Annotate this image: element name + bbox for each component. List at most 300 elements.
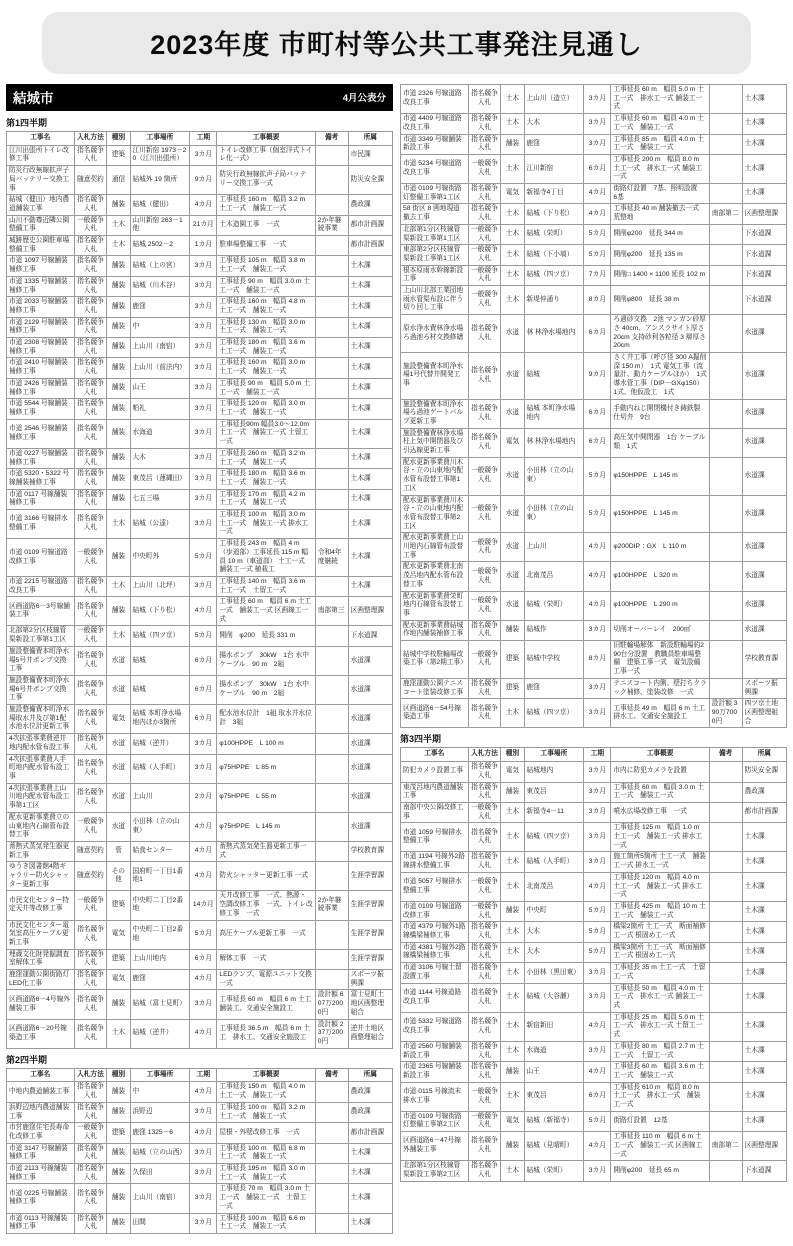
section-label-q3: 第3四半期 bbox=[400, 734, 442, 745]
cell-dept: 水道課 bbox=[348, 705, 392, 734]
cell-bid: 一般競争入札 bbox=[468, 533, 501, 562]
cell-summary: 工事延長 140 m 幅員 3.6 m 土工一式 土留工一式 bbox=[217, 576, 315, 596]
publish-month-label: 4月公表分 bbox=[342, 93, 386, 104]
table-row bbox=[7, 841, 393, 861]
cell-place: 田間 bbox=[130, 1213, 190, 1233]
cell-dept: 土木課 bbox=[348, 1164, 392, 1184]
cell-bid: 指名競争入札 bbox=[74, 970, 107, 990]
cell-bid: 指名競争入札 bbox=[74, 419, 107, 448]
col-header-dept: 所属 bbox=[742, 748, 786, 762]
table-row bbox=[401, 922, 787, 942]
cell-type: 舗装 bbox=[501, 1132, 524, 1161]
cell-note bbox=[709, 922, 742, 942]
cell-period: 6カ月 bbox=[584, 154, 611, 183]
cell-name: 市道 2426 号線舗装補修工事 bbox=[7, 378, 75, 398]
cell-name: 配水更新事業費結城作地内舗装補修工事 bbox=[401, 620, 469, 640]
table-row bbox=[7, 448, 393, 468]
table-row bbox=[7, 675, 393, 704]
cell-summary: 揚水ポンプ 30kW 1台 水中ケーブル 90 m 2組 bbox=[217, 646, 315, 675]
table-row bbox=[7, 626, 393, 646]
table-row bbox=[401, 562, 787, 591]
cell-note bbox=[709, 315, 742, 353]
cell-period: 3カ月 bbox=[584, 620, 611, 640]
table-row bbox=[7, 297, 393, 317]
table-row bbox=[401, 1161, 787, 1181]
cell-place: 結城（四ツ京） bbox=[130, 626, 190, 646]
col-header-period: 工期 bbox=[190, 132, 217, 146]
table-row bbox=[401, 224, 787, 244]
cell-summary: 蓄熱式蒸気発生器更新工事一式 bbox=[217, 841, 315, 861]
table-row bbox=[7, 646, 393, 675]
cell-name: 市道 5057 号線排水整備工事 bbox=[401, 872, 469, 901]
cell-summary: LEDランプ、電源ユニット交換 一式 bbox=[217, 970, 315, 990]
cell-note bbox=[709, 963, 742, 983]
cell-type: 舗装 bbox=[501, 134, 524, 154]
table-row bbox=[401, 678, 787, 698]
cell-type: 土木 bbox=[501, 85, 524, 114]
cell-bid: 指名競争入札 bbox=[468, 1062, 501, 1082]
cell-note bbox=[709, 1062, 742, 1082]
cell-note bbox=[315, 949, 348, 969]
cell-note bbox=[709, 154, 742, 183]
cell-type: 電気 bbox=[501, 184, 524, 204]
cell-type: 水道 bbox=[107, 675, 130, 704]
cell-type: 舗装 bbox=[107, 1102, 130, 1122]
cell-bid: 指名競争入札 bbox=[468, 352, 501, 399]
col-header-name: 工事名 bbox=[7, 1068, 75, 1082]
cell-bid: 指名競争入札 bbox=[74, 754, 107, 783]
cell-dept: 生涯学習課 bbox=[348, 949, 392, 969]
cell-name: 配水更新事業費川木谷・立の山東地内配水管布設替工事第2工区 bbox=[401, 495, 469, 533]
cell-period: 3カ月 bbox=[190, 419, 217, 448]
table-row bbox=[7, 705, 393, 734]
cell-place: 結城 本町浄水場地内ほか3箇所 bbox=[130, 705, 190, 734]
cell-type: 舗装 bbox=[107, 1082, 130, 1102]
cell-period: 4カ月 bbox=[584, 872, 611, 901]
cell-summary: 工事延長 100 m 幅員 3.2 m 土工一式 舗装工一式 bbox=[217, 1102, 315, 1122]
cell-period: 3カ月 bbox=[190, 358, 217, 378]
cell-place: 結城（上の宮） bbox=[130, 256, 190, 276]
cell-bid: 一般競争入札 bbox=[468, 872, 501, 901]
cell-place: 北南茂呂 bbox=[524, 562, 584, 591]
cell-type: 水道 bbox=[107, 734, 130, 754]
cell-place: 鹿窪 bbox=[130, 297, 190, 317]
cell-summary: φ100HPPE L 320 m bbox=[611, 562, 709, 591]
cell-period: 4カ月 bbox=[584, 1062, 611, 1082]
cell-name: 市道 0115 号線流末排水工事 bbox=[401, 1082, 469, 1111]
table-row bbox=[7, 145, 393, 165]
cell-place: 結城外 19 箇所 bbox=[130, 166, 190, 195]
table-row bbox=[7, 256, 393, 276]
table-row bbox=[7, 276, 393, 296]
cell-dept: 生涯学習課 bbox=[348, 891, 392, 920]
cell-bid: 一般競争入札 bbox=[468, 562, 501, 591]
cell-note bbox=[709, 901, 742, 921]
cell-name: 市道 2215 号線道路改良工事 bbox=[7, 576, 75, 596]
table-row bbox=[401, 983, 787, 1012]
cell-place: 新宿新田 bbox=[524, 1012, 584, 1041]
cell-note bbox=[315, 970, 348, 990]
cell-type: 水道 bbox=[501, 352, 524, 399]
cell-dept: 区画整理課 bbox=[348, 597, 392, 626]
q3-table-container bbox=[400, 747, 787, 1181]
cell-name: 市道 2033 号線舗装補修工事 bbox=[7, 297, 75, 317]
cell-dept: 逆井土地区画整理組合 bbox=[348, 1019, 392, 1048]
cell-name: 市道 1194 号線外2路線排水整備工事 bbox=[401, 852, 469, 872]
cell-period: 3カ月 bbox=[190, 276, 217, 296]
cell-note bbox=[709, 224, 742, 244]
cell-name: 市道 0109 号線街路灯整備工事第1工区 bbox=[401, 184, 469, 204]
cell-type: 土木 bbox=[501, 1041, 524, 1061]
cell-type: 土木 bbox=[501, 114, 524, 134]
cell-summary: 屋根・外壁改修工事 一式 bbox=[217, 1123, 315, 1143]
cell-type: 電気 bbox=[501, 428, 524, 457]
cell-period: 6カ月 bbox=[584, 1082, 611, 1111]
cell-summary: φ200DIP：GX L 110 m bbox=[611, 533, 709, 562]
cell-note bbox=[709, 762, 742, 782]
cell-period: 6カ月 bbox=[584, 399, 611, 428]
cell-summary: 開削φ200 延長 135 m bbox=[611, 245, 709, 265]
table-row bbox=[7, 1164, 393, 1184]
cell-note bbox=[315, 1143, 348, 1163]
cell-name: 区画道路6－4号線外舗装工事 bbox=[7, 990, 75, 1019]
cell-place: 小田林（立の山東） bbox=[524, 495, 584, 533]
cell-name: 浜野辺地内農道舗装工事 bbox=[7, 1102, 75, 1122]
table-row bbox=[7, 510, 393, 539]
cell-place: 大木 bbox=[130, 448, 190, 468]
cell-type: 舗装 bbox=[107, 539, 130, 577]
cell-period: 3カ月 bbox=[584, 852, 611, 872]
cell-dept: 土木課 bbox=[348, 539, 392, 577]
cell-type: 舗装 bbox=[107, 256, 130, 276]
cell-dept: 水道課 bbox=[742, 352, 786, 399]
cell-name: 市道 1097 号線舗装補修工事 bbox=[7, 256, 75, 276]
cell-dept: 土木課 bbox=[742, 154, 786, 183]
col-header-dept: 所属 bbox=[348, 132, 392, 146]
cell-period: 5カ月 bbox=[584, 922, 611, 942]
cell-name: 市道 2546 号線舗装補修工事 bbox=[7, 419, 75, 448]
cell-dept: 土木課 bbox=[742, 114, 786, 134]
cell-period: 8カ月 bbox=[584, 286, 611, 315]
cell-dept: 水道課 bbox=[742, 457, 786, 495]
cell-name: 施設整備費本町浄水場6号井ポンプ交換工事 bbox=[7, 675, 75, 704]
cell-name: 市道 2113 号線舗装補修工事 bbox=[7, 1164, 75, 1184]
cell-type: 水道 bbox=[107, 754, 130, 783]
q2-table-container bbox=[6, 1068, 393, 1234]
cell-type: 水道 bbox=[107, 646, 130, 675]
table-row bbox=[7, 891, 393, 920]
table-row bbox=[7, 970, 393, 990]
cell-bid: 指名競争入札 bbox=[74, 1184, 107, 1213]
cell-place: 結城（栄町） bbox=[524, 1161, 584, 1181]
cell-summary: 工事延長 100 m 幅員 6.8 m 土工一式 舗装工一式 bbox=[217, 1143, 315, 1163]
cell-place: 結城（四ツ京） bbox=[524, 823, 584, 852]
cell-type: 土木 bbox=[107, 626, 130, 646]
cell-period: 4カ月 bbox=[584, 1132, 611, 1161]
cell-summary: 工事延長 60 m 幅員 6 m 土工 舗装工、交通安全施設工 bbox=[217, 990, 315, 1019]
cell-place: 東茂呂 bbox=[524, 782, 584, 802]
works-table bbox=[6, 1068, 393, 1234]
cell-bid: 指名競争入札 bbox=[468, 922, 501, 942]
cell-period: 3カ月 bbox=[190, 990, 217, 1019]
cell-dept: 下水道課 bbox=[742, 1161, 786, 1181]
cell-dept: 農政課 bbox=[348, 1102, 392, 1122]
cell-dept: 土木課 bbox=[742, 1041, 786, 1061]
cell-period: 4カ月 bbox=[584, 533, 611, 562]
cell-name: 配水更新事業費栄町地内石綿管布設替工事 bbox=[401, 591, 469, 620]
cell-bid: 指名競争入札 bbox=[468, 399, 501, 428]
table-row bbox=[401, 204, 787, 224]
cell-summary: 揚水ポンプ 30kW 1台 水中ケーブル 90 m 2組 bbox=[217, 675, 315, 704]
table-row bbox=[7, 576, 393, 596]
cell-dept: 都市計画課 bbox=[348, 236, 392, 256]
cell-bid: 指名競争入札 bbox=[74, 990, 107, 1019]
cell-summary: 工事延長 60 m 幅員 3.6 m 土工一式 舗装工一式 bbox=[611, 1062, 709, 1082]
cell-dept: 土木課 bbox=[348, 297, 392, 317]
table-row bbox=[7, 1102, 393, 1122]
cell-period: 4カ月 bbox=[190, 1082, 217, 1102]
cell-dept: 下水道課 bbox=[742, 286, 786, 315]
cell-summary: 工事延長 25 m 幅員 5.0 m 土工一式 排水工一式 土留工一式 bbox=[611, 1012, 709, 1041]
cell-note bbox=[709, 1012, 742, 1041]
left-column bbox=[6, 84, 393, 1236]
cell-note bbox=[315, 705, 348, 734]
cell-name: 鹿窪運動公園テニスコート塗装改修工事 bbox=[401, 678, 469, 698]
cell-place: 林 林浄水場地内 bbox=[524, 428, 584, 457]
cell-bid: 一般競争入札 bbox=[468, 265, 501, 285]
section-label-q2: 第2四半期 bbox=[6, 1054, 48, 1065]
cell-place: 給食センター bbox=[130, 841, 190, 861]
table-row bbox=[7, 597, 393, 626]
cell-type: 舗装 bbox=[107, 399, 130, 419]
cell-bid: 一般競争入札 bbox=[468, 1082, 501, 1111]
cell-place: 結城中学校 bbox=[524, 641, 584, 679]
cell-summary: 工事延長 36.5 m 幅員 6 m 土工 排水工、交通安全施設工 bbox=[217, 1019, 315, 1048]
col-header-name: 工事名 bbox=[401, 748, 469, 762]
cell-bid: 指名競争入札 bbox=[74, 705, 107, 734]
cell-bid: 一般競争入札 bbox=[468, 154, 501, 183]
cell-bid: 指名競争入札 bbox=[468, 134, 501, 154]
cell-summary: 天井改修工事 一式、熱源・空調改修工事 一式、トイレ改修工事 一式 bbox=[217, 891, 315, 920]
cell-bid: 指名競争入札 bbox=[74, 399, 107, 419]
cell-summary: ろ過砂交換 2池 マンガン砂厚さ 40cm、アンスラサイト厚さ 20cm 支持砂利各粒径 3 層厚さ 20cm bbox=[611, 315, 709, 353]
col-header-bid: 入札方法 bbox=[74, 132, 107, 146]
cell-place: 粕礼 bbox=[130, 399, 190, 419]
cell-type: 舗装 bbox=[107, 358, 130, 378]
cell-place: 新堤仲通り bbox=[524, 286, 584, 315]
cell-bid: 指名競争入札 bbox=[74, 338, 107, 358]
cell-dept: 土木課 bbox=[348, 1184, 392, 1213]
cell-summary: 街路灯設置 7基、照明設置 6基 bbox=[611, 184, 709, 204]
cell-summary: 開削φ200 延長 65 m bbox=[611, 1161, 709, 1181]
cell-name: 市道 1335 号線舗装補修工事 bbox=[7, 276, 75, 296]
cell-place: 結城（逆井） bbox=[130, 1019, 190, 1048]
cell-name: 市道 0227 号線舗装補修工事 bbox=[7, 448, 75, 468]
table-row bbox=[7, 754, 393, 783]
cell-period: 5カ月 bbox=[584, 1111, 611, 1131]
cell-type: 建築 bbox=[107, 891, 130, 920]
cell-summary: 工事延長 125 m 幅員 1.0 m 土工一式 舗装工一式 排水工一式 bbox=[611, 823, 709, 852]
cell-name: 市道 2410 号線舗装補修工事 bbox=[7, 358, 75, 378]
table-row bbox=[7, 338, 393, 358]
cell-place: 久保田 bbox=[130, 1164, 190, 1184]
table-row bbox=[401, 428, 787, 457]
cell-place: 結城（下り松） bbox=[130, 597, 190, 626]
cell-note bbox=[709, 782, 742, 802]
cell-type: 舗装 bbox=[107, 276, 130, 296]
cell-note bbox=[315, 862, 348, 891]
table-row bbox=[401, 265, 787, 285]
cell-dept: 市民課 bbox=[348, 145, 392, 165]
cell-name: 上山川北部工業団地雨水管渠布設に伴う切り回し工事 bbox=[401, 286, 469, 315]
cell-period: 9カ月 bbox=[584, 352, 611, 399]
cell-summary: φ75HPPE L 145 m bbox=[217, 812, 315, 841]
cell-note bbox=[709, 641, 742, 679]
cell-summary: 工事延長 180 m 幅員 3.6 m 土工一式 舗装工一式 bbox=[217, 338, 315, 358]
cell-period: 5カ月 bbox=[584, 901, 611, 921]
col-header-period: 工期 bbox=[584, 748, 611, 762]
cell-dept: 水道課 bbox=[742, 399, 786, 428]
cell-bid: 指名競争入札 bbox=[468, 942, 501, 962]
table-row bbox=[7, 1213, 393, 1233]
cell-type: 土木 bbox=[501, 1082, 524, 1111]
cell-period: 3カ月 bbox=[584, 1041, 611, 1061]
cell-period: 5カ月 bbox=[584, 224, 611, 244]
cell-note: 南部第二 bbox=[709, 1132, 742, 1161]
cell-name: 市道 1144 号線道路改良工事 bbox=[401, 983, 469, 1012]
cell-bid: 指名競争入札 bbox=[74, 297, 107, 317]
cell-period: 3カ月 bbox=[190, 448, 217, 468]
col-header-note: 備考 bbox=[315, 132, 348, 146]
cell-period: 3カ月 bbox=[190, 754, 217, 783]
cell-place: 結城 bbox=[130, 646, 190, 675]
cell-bid: 指名競争入札 bbox=[468, 762, 501, 782]
cell-period: 21カ月 bbox=[190, 215, 217, 235]
cell-name: 4次拡張事業費人手町地内配水管布設工事 bbox=[7, 754, 75, 783]
cell-place: 結城（四ツ京） bbox=[524, 699, 584, 728]
cell-type: 水道 bbox=[501, 315, 524, 353]
city-header-bar bbox=[6, 84, 393, 111]
col-header-summary: 工事概要 bbox=[217, 132, 315, 146]
cell-dept: 水道課 bbox=[348, 812, 392, 841]
table-row bbox=[7, 1019, 393, 1048]
cell-name: 市道 5332 号線道路改良工事 bbox=[401, 1012, 469, 1041]
cell-name: 市民文化センター電気室高圧ケーブル更新工事 bbox=[7, 920, 75, 949]
cell-place: 結城（人手町） bbox=[130, 754, 190, 783]
cell-bid: 指名競争入札 bbox=[74, 1143, 107, 1163]
cell-name: 結城中学校駐輪場改築工事（第2期工事） bbox=[401, 641, 469, 679]
cell-note bbox=[709, 495, 742, 533]
cell-summary: 工事延長 40 m 舗装撤去一式 荒整地 bbox=[611, 204, 709, 224]
cell-period: 3カ月 bbox=[584, 823, 611, 852]
cell-place: 東茂呂（蓮縄田） bbox=[130, 469, 190, 489]
col-header-bid: 入札方法 bbox=[74, 1068, 107, 1082]
cell-name: 市道 4379 号線外1路線橋梁補修工事 bbox=[401, 922, 469, 942]
cell-period: 3カ月 bbox=[190, 145, 217, 165]
table-row bbox=[7, 317, 393, 337]
cell-period: 9カ月 bbox=[190, 166, 217, 195]
cell-dept: 水道課 bbox=[348, 734, 392, 754]
cell-dept: 土木課 bbox=[348, 448, 392, 468]
cell-type: 土木 bbox=[501, 942, 524, 962]
cell-dept: 土木課 bbox=[742, 134, 786, 154]
col-header-name: 工事名 bbox=[7, 132, 75, 146]
cell-dept: 土木課 bbox=[742, 872, 786, 901]
cell-type: 建築 bbox=[107, 949, 130, 969]
cell-name: 市民文化センター特定天井等改修工事 bbox=[7, 891, 75, 920]
cell-note bbox=[709, 983, 742, 1012]
cell-type: 舗装 bbox=[107, 419, 130, 448]
cell-note bbox=[709, 457, 742, 495]
col-header-summary: 工事概要 bbox=[217, 1068, 315, 1082]
cell-period: 4カ月 bbox=[190, 597, 217, 626]
cell-note bbox=[709, 533, 742, 562]
cell-place: 結城（栄町） bbox=[524, 224, 584, 244]
cell-dept: スポーツ振興課 bbox=[742, 678, 786, 698]
cell-period: 3カ月 bbox=[190, 338, 217, 358]
table-row bbox=[401, 154, 787, 183]
cell-place: 結城（立の山西） bbox=[130, 1143, 190, 1163]
cell-period: 3カ月 bbox=[584, 782, 611, 802]
cell-type: 舗装 bbox=[501, 901, 524, 921]
cell-bid: 指名競争入札 bbox=[468, 983, 501, 1012]
two-column-layout bbox=[6, 84, 787, 1236]
cell-note bbox=[315, 1123, 348, 1143]
cell-note bbox=[709, 286, 742, 315]
cell-dept: 土木課 bbox=[348, 419, 392, 448]
cell-name: 市営鹿窪住宅長寿命化改修工事 bbox=[7, 1123, 75, 1143]
cell-note bbox=[315, 317, 348, 337]
cell-dept: 土木課 bbox=[742, 922, 786, 942]
cell-summary: 開削φ200 延長 344 m bbox=[611, 224, 709, 244]
cell-type: 電気 bbox=[501, 762, 524, 782]
cell-dept: 下水道課 bbox=[742, 224, 786, 244]
table-row bbox=[7, 1082, 393, 1102]
table-row bbox=[401, 1082, 787, 1111]
cell-place: 結城（見晴町） bbox=[524, 1132, 584, 1161]
cell-dept: 土木課 bbox=[742, 823, 786, 852]
cell-type: 舗装 bbox=[501, 1062, 524, 1082]
cell-place: 七五三場 bbox=[130, 489, 190, 509]
cell-type: 舗装 bbox=[107, 317, 130, 337]
cell-bid: 指名競争入札 bbox=[468, 823, 501, 852]
cell-dept: 区画整理課 bbox=[742, 1132, 786, 1161]
col-header-type: 種別 bbox=[501, 748, 524, 762]
header-row bbox=[7, 1068, 393, 1082]
cell-note bbox=[315, 841, 348, 861]
cell-dept: 水道課 bbox=[348, 754, 392, 783]
cell-note bbox=[315, 675, 348, 704]
cell-name: 施設整備費本町浄水場5号井ポンプ交換工事 bbox=[7, 646, 75, 675]
cell-name: 市道 0113 号線舗装補修工事 bbox=[7, 1213, 75, 1233]
cell-place: 江川新宿 1973－20（江川出張所） bbox=[130, 145, 190, 165]
cell-bid: 一般競争入札 bbox=[468, 286, 501, 315]
table-row bbox=[401, 699, 787, 728]
cell-name: 中地内農道舗装工事 bbox=[7, 1082, 75, 1102]
cell-name: 施設整備費本町浄水場1号代替井開発工事 bbox=[401, 352, 469, 399]
cell-summary: 工事延長 120 m 幅員 4.0 m 土工一式 舗装工一式 排水工一式 bbox=[611, 872, 709, 901]
cell-bid: 一般競争入札 bbox=[74, 891, 107, 920]
col-header-dept: 所属 bbox=[348, 1068, 392, 1082]
cell-note bbox=[315, 489, 348, 509]
cell-summary: 工事延長 200 m 幅員 8.0 m 土工一式 排水工一式 舗装工一式 bbox=[611, 154, 709, 183]
cell-name: 根本原雨水幹線新設工事 bbox=[401, 265, 469, 285]
cell-period: 6カ月 bbox=[584, 315, 611, 353]
cell-note bbox=[315, 419, 348, 448]
cell-dept: 下水道課 bbox=[348, 626, 392, 646]
cell-place: 結城（大谷瀬） bbox=[524, 983, 584, 1012]
cell-summary: 高圧ケーブル更新工事 一式 bbox=[217, 920, 315, 949]
